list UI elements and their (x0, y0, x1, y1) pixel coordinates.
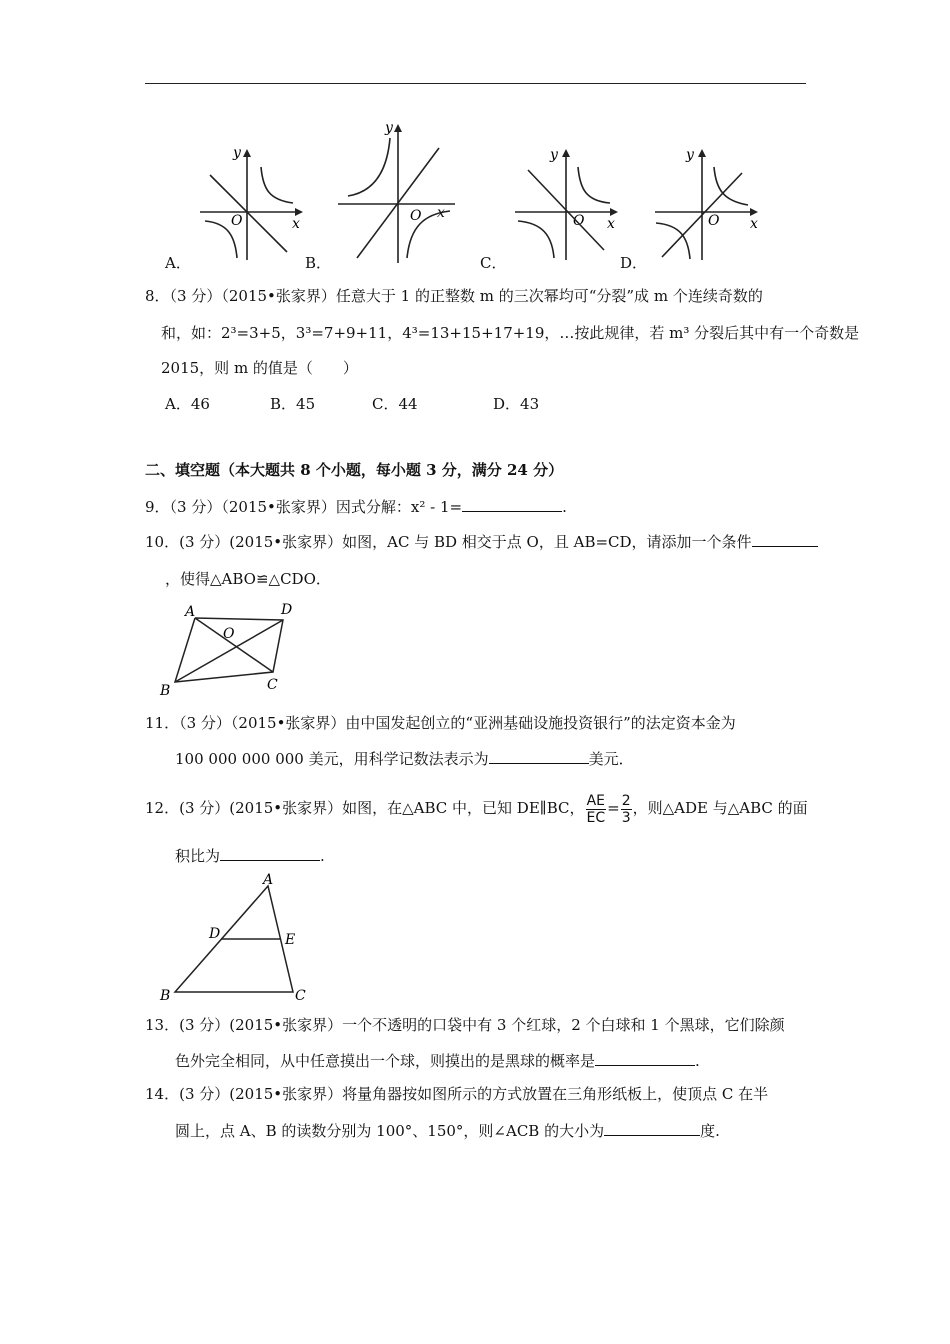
q12-label-e: E (285, 932, 296, 948)
q7-c-y-label: y (550, 147, 558, 163)
q12-fraction-ae-ec: $\frac{AE}{EC}$ (586, 792, 606, 826)
q8-option-b: B．45 (270, 395, 316, 413)
q10-line-1: 10．(3 分）(2015•张家界）如图，AC 与 BD 相交于点 O，且 AB=CD，请添加一个条件 (145, 532, 818, 552)
q7-d-y-label: y (686, 147, 694, 163)
q7-option-c: C． (480, 254, 507, 272)
q9-answer-blank[interactable] (462, 497, 562, 512)
section-2-title: 二、填空题（本大题共 8 个小题，每小题 3 分，满分 24 分） (145, 461, 564, 479)
q12-line-1: 12．(3 分）(2015•张家界）如图，在△ABC 中，已知 DE∥BC， $\frac{AE}{EC}$ = $\frac{2}{3}$ ，则△ADE 与△ABC 的面 (145, 792, 808, 826)
q13-line-2: 色外完全相同，从中任意摸出一个球，则摸出的是黑球的概率是 . (175, 1052, 700, 1070)
q7-option-a: A． (165, 254, 191, 272)
q11-line-2: 100 000 000 000 美元，用科学记数法表示为 美元． (175, 750, 634, 768)
q10-line-2: ，使得△ABO≌△CDO． (165, 570, 331, 588)
q7-b-y-label: y (385, 120, 393, 136)
q8-option-a: A．46 (165, 395, 210, 413)
q14-line-2: 圆上，点 A、B 的读数分别为 100°、150°，则∠ACB 的大小为 度. (175, 1122, 720, 1140)
q7-c-origin: O (573, 213, 585, 229)
q11-line-1: 11．（3 分）（2015•张家界）由中国发起创立的“亚洲基础设施投资银行”的法定资本金为 (145, 714, 736, 732)
q7-d-x-label: x (750, 216, 758, 232)
q12-label-a: A (263, 872, 274, 888)
q10-label-b: B (160, 683, 171, 699)
q10-label-d: D (281, 602, 293, 618)
q12-label-b: B (160, 988, 171, 1004)
q7-d-origin: O (708, 213, 720, 229)
q7-graph-a (195, 145, 305, 265)
q7-b-x-label: x (437, 205, 445, 221)
q12-fraction-2-3: $\frac{2}{3}$ (621, 792, 631, 826)
q7-graph-b (335, 118, 455, 268)
q7-c-x-label: x (607, 216, 615, 232)
q8-line-1: 8．（3 分）（2015•张家界）任意大于 1 的正整数 m 的三次幂均可“分裂”成 m 个连续奇数的 (145, 287, 763, 305)
q14-answer-blank[interactable] (604, 1121, 700, 1136)
q11-answer-blank[interactable] (489, 749, 589, 764)
q9-line: 9．（3 分）（2015•张家界）因式分解：x² - 1= . (145, 498, 567, 516)
q12-figure (155, 872, 315, 1004)
q12-answer-blank[interactable] (220, 846, 320, 861)
q7-b-origin: O (410, 208, 422, 224)
q7-a-y-label: y (233, 145, 241, 161)
q14-line-1: 14．(3 分）(2015•张家界）将量角器按如图所示的方式放置在三角形纸板上，使顶点 C 在半 (145, 1085, 769, 1103)
q13-answer-blank[interactable] (595, 1051, 695, 1066)
q7-graph-d (650, 145, 765, 265)
q8-option-c: C．44 (372, 395, 418, 413)
header-rule (145, 83, 806, 84)
q10-label-a: A (185, 604, 196, 620)
q7-option-b: B． (305, 254, 332, 272)
q8-line-2: 和，如：2³=3+5，3³=7+9+11，4³=13+15+17+19，…按此规律，若 m³ 分裂后其中有一个奇数是 (161, 324, 860, 342)
q12-line-2: 积比为 . (175, 847, 325, 865)
q12-label-c: C (295, 988, 306, 1004)
q10-figure (155, 600, 295, 700)
q12-label-d: D (209, 926, 221, 942)
q13-line-1: 13．(3 分）(2015•张家界）一个不透明的口袋中有 3 个红球，2 个白球和 1 个黑球，它们除颜 (145, 1016, 785, 1034)
q7-option-d: D． (620, 254, 648, 272)
q8-option-d: D．43 (493, 395, 540, 413)
q7-a-origin: O (231, 213, 243, 229)
q10-label-c: C (267, 677, 278, 693)
q7-graph-c (510, 145, 620, 265)
q8-line-3: 2015，则 m 的值是（ ） (161, 359, 358, 377)
q10-answer-blank[interactable] (752, 532, 818, 547)
q7-a-x-label: x (292, 216, 300, 232)
q10-label-o: O (223, 626, 235, 642)
